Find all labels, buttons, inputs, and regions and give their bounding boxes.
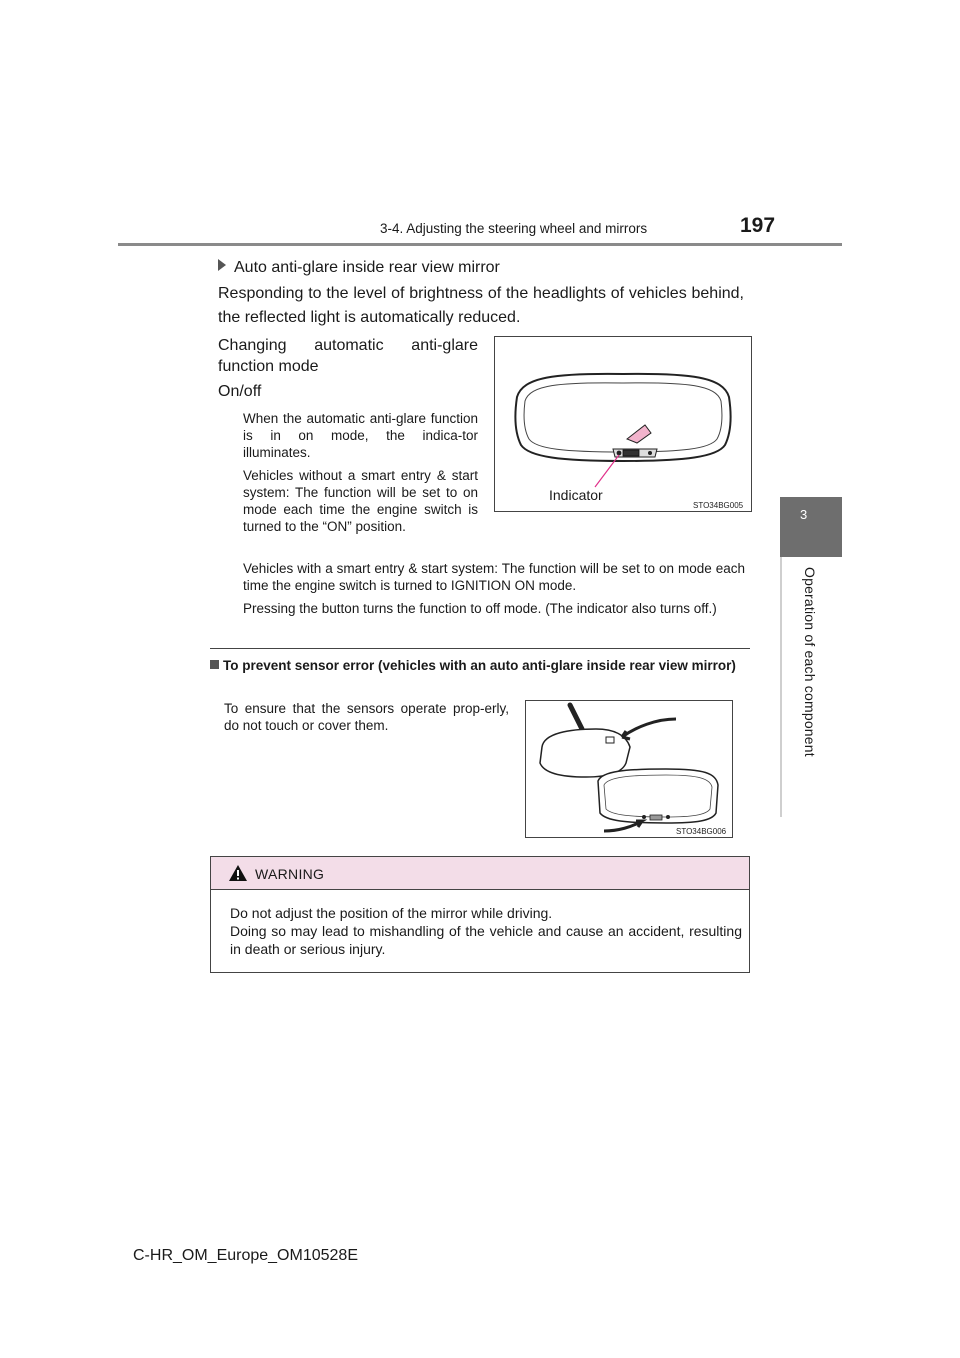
front-sensor-icon [666, 815, 670, 819]
figure-2-code: STO34BG006 [676, 827, 727, 836]
chapter-number: 3 [800, 507, 808, 522]
warning-line-1: Do not adjust the position of the mirror while driving. [230, 905, 553, 921]
indicator-icon [617, 451, 622, 456]
mirror-indicator-figure [494, 336, 752, 512]
sensor-heading: To prevent sensor error (vehicles with an auto anti-glare inside rear view mirror) [223, 658, 736, 673]
note-no-smart-entry: Vehicles without a smart entry & start system: The function will be set to on mode each time the engine switch is turned to the “ON” position. [243, 468, 478, 534]
mirror-sensor-illustration [526, 701, 732, 837]
warning-box [210, 856, 750, 973]
document-id: C-HR_OM_Europe_OM10528E [133, 1247, 358, 1264]
mode-heading-line1: Changing automatic anti-glare [218, 337, 478, 354]
note-smart-entry: Vehicles with a smart entry & start system: The function will be set to on mode each time the engine switch is turned to IGNITION ON mode. [243, 561, 745, 593]
header-rule [118, 243, 842, 246]
triangle-bullet-icon [218, 259, 226, 271]
bullet-heading: Auto anti-glare inside rear view mirror [234, 259, 500, 276]
note-indicator: When the automatic anti-glare function is in on mode, the indica-tor illuminates. [243, 411, 478, 460]
sensor-heading-row [210, 657, 748, 674]
curved-arrow-icon [604, 821, 642, 831]
warning-title: WARNING [255, 866, 325, 882]
sensor-figure [525, 700, 733, 838]
sensor-icon [648, 451, 652, 455]
indicator-label: Indicator [549, 487, 603, 503]
section-divider [210, 648, 750, 649]
chapter-title: Operation of each component [802, 567, 818, 757]
rear-sensor-icon [606, 737, 614, 743]
rear-view-mirror-illustration [495, 337, 751, 511]
button-icon [623, 450, 639, 456]
note-off-mode: Pressing the button turns the function to off mode. (The indicator also turns off.) [243, 601, 717, 616]
side-rule [780, 557, 782, 817]
curved-arrow-icon [622, 719, 676, 739]
warning-header [211, 857, 749, 890]
chapter-tab [780, 497, 842, 557]
page-number: 197 [740, 214, 776, 237]
warning-body [230, 904, 742, 958]
warning-line-2: Doing so may lead to mishandling of the vehicle and cause an accident, resulting in death or serious injury. [230, 923, 742, 957]
warning-triangle-icon [228, 864, 248, 882]
square-bullet-icon [210, 660, 219, 669]
section-title: 3-4. Adjusting the steering wheel and mirrors [380, 221, 648, 236]
sensor-paragraph: To ensure that the sensors operate prop-erly, do not touch or cover them. [224, 701, 509, 733]
mode-heading-line2: function mode [218, 358, 319, 375]
intro-paragraph: Responding to the level of brightness of the headlights of vehicles behind, the reflected light is automatically reduced. [218, 285, 744, 326]
bullet-heading-row [218, 256, 748, 280]
figure-1-code: STO34BG005 [693, 501, 744, 510]
onoff-label: On/off [218, 383, 262, 400]
